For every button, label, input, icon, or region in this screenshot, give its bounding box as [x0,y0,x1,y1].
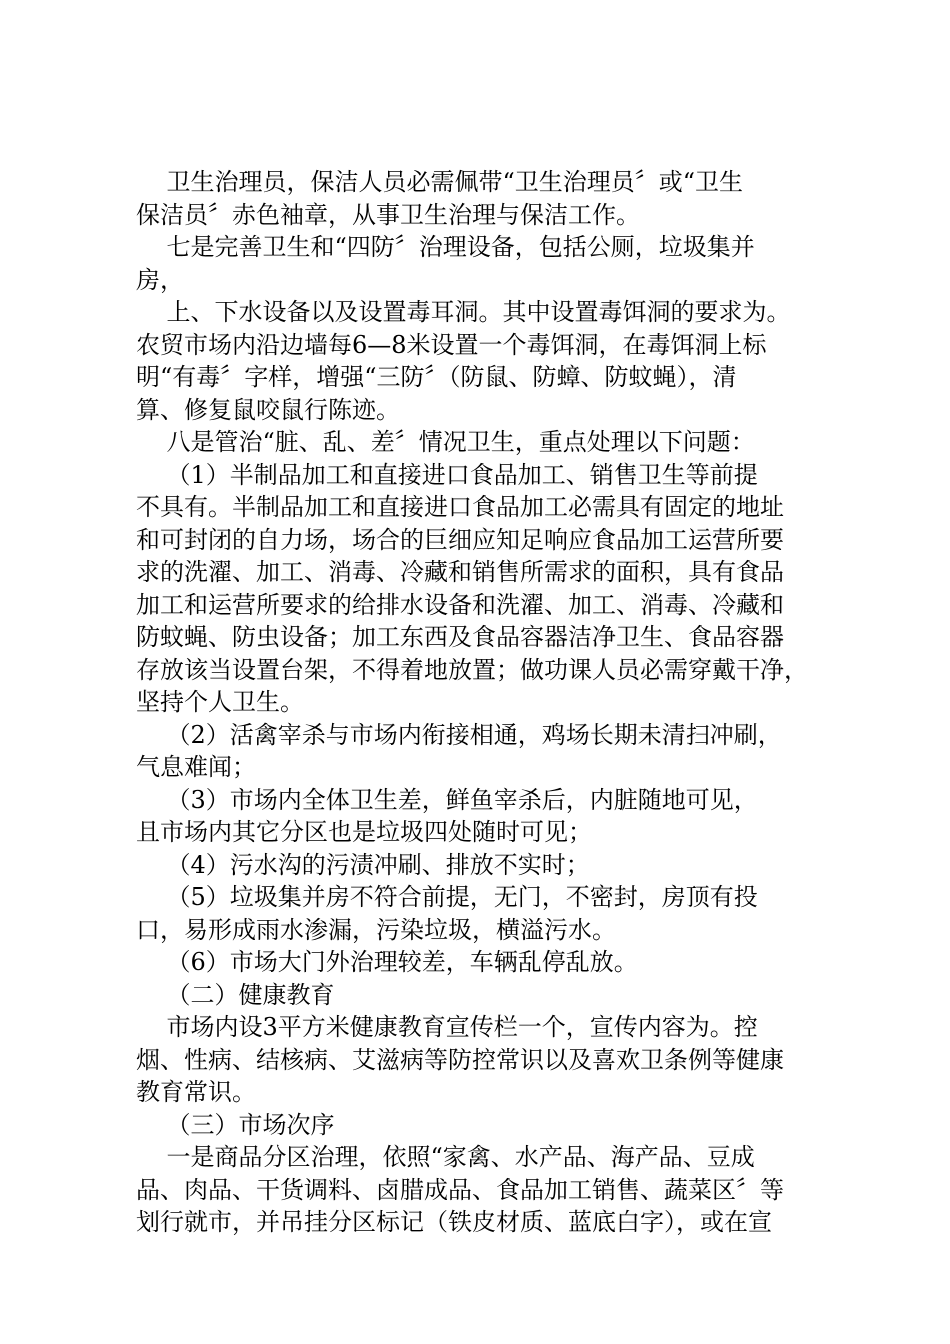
text-line: 烟、性病、结核病、艾滋病等防控常识以及喜欢卫条例等健康 [136,1045,784,1074]
text-line: 农贸市场内沿边墙每6—8米设置一个毒饵洞，在毒饵洞上标 [136,330,767,359]
text-line: 房， [136,265,184,294]
text-line: 加工和运营所要求的给排水设备和洗濯、加工、消毒、冷藏和 [136,590,784,619]
text-line: 卫生治理员，保洁人员必需佩带“卫生治理员〞或“卫生 [136,168,744,196]
text-line: 气息难闻； [136,753,256,781]
text-line: 防蚊蝇、防虫设备；加工东西及食品容器洁净卫生、食品容器 [136,623,784,651]
text-line: 保洁员〞赤色袖章，从事卫生治理与保洁工作。 [136,200,640,229]
text-line: 七是完善卫生和“四防〞治理设备，包括公厕，垃圾集并 [136,233,755,261]
text-line: 上、下水设备以及设置毒耳洞。其中设置毒饵洞的要求为。 [136,298,791,326]
text-line: 存放该当设置台架，不得着地放置；做功课人员必需穿戴干净， [136,655,808,684]
text-line: 且市场内其它分区也是垃圾四处随时可见； [136,818,592,846]
text-line: （4）污水沟的污渍冲刷、排放不实时； [136,850,590,879]
text-line: （5）垃圾集并房不符合前提，无门，不密封，房顶有投 [136,883,758,911]
text-line: 明“有毒〞字样，增强“三防〞（防鼠、防蟑、防蚊蝇），清 [136,363,737,391]
text-line: 坚持个人卫生。 [136,688,304,716]
text-line: 划行就市，并吊挂分区标记（铁皮材质、蓝底白字），或在宣 [136,1208,772,1236]
text-line: （6）市场大门外治理较差，车辆乱停乱放。 [136,948,638,976]
document-body [136,166,836,1239]
text-line: 不具有。半制品加工和直接进口食品加工必需具有固定的地址 [136,493,784,521]
text-line: （二）健康教育 [136,980,335,1009]
text-line: （2）活禽宰杀与市场内衔接相通，鸡场长期未清扫冲刷， [136,720,782,749]
text-line: （三）市场次序 [136,1110,335,1139]
text-line: 一是商品分区治理，依照“家禽、水产品、海产品、豆成 [136,1143,755,1171]
text-line: 八是管治“脏、乱、差〞情况卫生，重点处理以下问题： [136,428,755,456]
text-line: 品、肉品、干货调料、卤腊成品、食品加工销售、蔬菜区〞等 [136,1175,784,1204]
text-line: 口，易形成雨水渗漏，污染垃圾，横溢污水。 [136,915,616,944]
text-line: （1）半制品加工和直接进口食品加工、销售卫生等前提 [136,460,758,489]
text-line: 教育常识。 [136,1078,256,1106]
text-line: 求的洗濯、加工、消毒、冷藏和销售所需求的面积，具有食品 [136,558,784,586]
text-line: 市场内设3平方米健康教育宣传栏一个，宣传内容为。控 [136,1013,758,1041]
text-line: 算、修复鼠咬鼠行陈迹。 [136,395,400,424]
text-line: 和可封闭的自力场，场合的巨细应知足响应食品加工运营所要 [136,525,784,554]
text-line: （3）市场内全体卫生差，鲜鱼宰杀后，内脏随地可见， [136,785,758,814]
